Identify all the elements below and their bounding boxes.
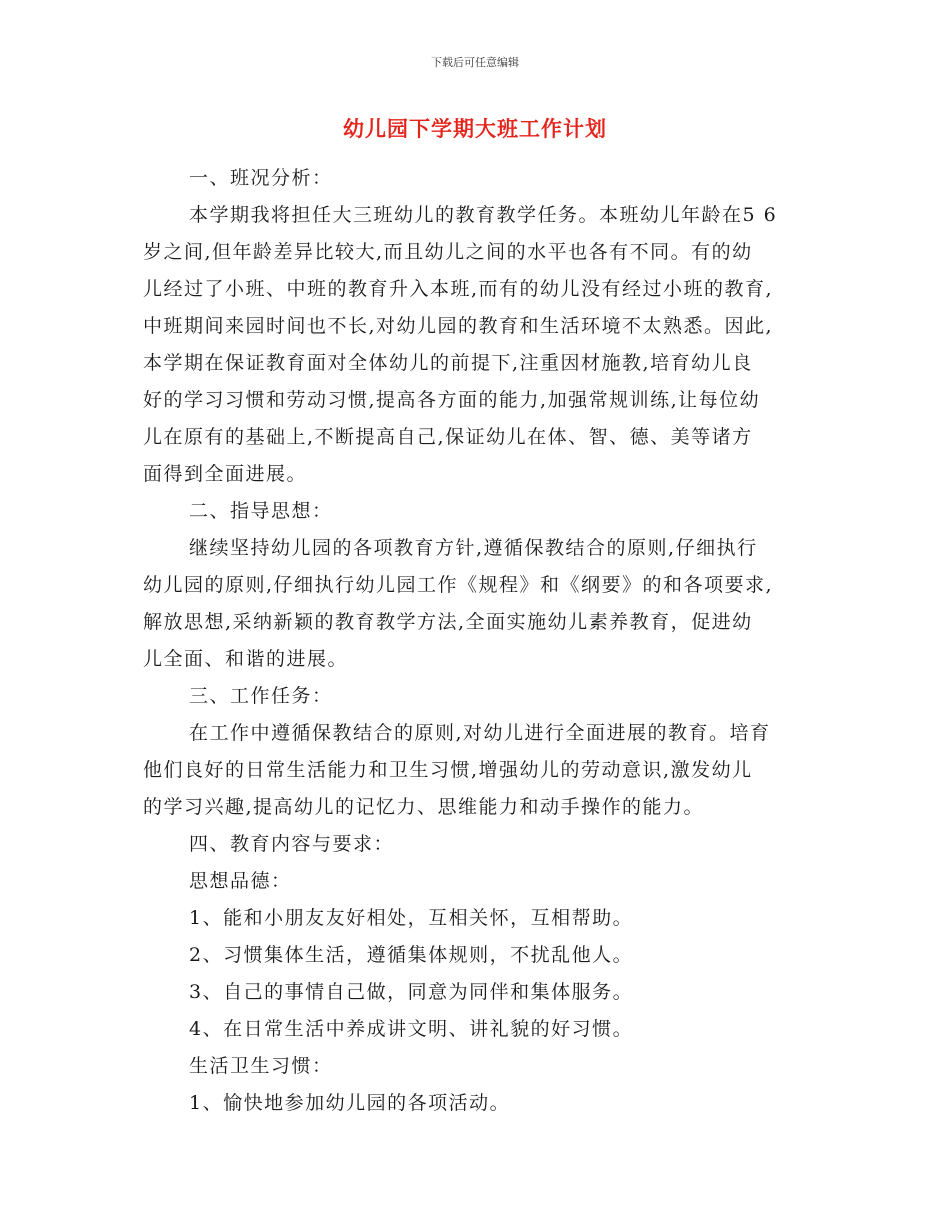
text-line: 二、指导思想：: [189, 500, 333, 522]
text-line: 一、班况分析：: [189, 167, 333, 189]
text-line: 本学期我将担任大三班幼儿的教育教学任务。本班幼儿年龄在5 6: [189, 204, 778, 226]
text-line: 幼儿园的原则,仔细执行幼儿园工作《规程》和《纲要》的和各项要求,: [143, 574, 774, 596]
text-line: 继续坚持幼儿园的各项教育方针,遵循保教结合的原则,仔细执行: [189, 537, 758, 559]
header-note: 下载后可任意编辑: [431, 56, 519, 69]
text-line: 的学习兴趣,提高幼儿的记忆力、思维能力和动手操作的能力。: [143, 796, 705, 818]
text-line: 解放思想,采纳新颖的教育教学方法,全面实施幼儿素养教育，促进幼: [143, 611, 753, 633]
text-line: 3、自己的事情自己做，同意为同伴和集体服务。: [189, 981, 634, 1003]
text-line: 1、愉快地参加幼儿园的各项活动。: [189, 1092, 511, 1114]
text-line: 思想品德：: [189, 870, 292, 892]
text-line: 岁之间,但年龄差异比较大,而且幼儿之间的水平也各有不同。有的幼: [143, 241, 753, 263]
text-line: 好的学习习惯和劳动习惯,提高各方面的能力,加强常规训练,让每位幼: [143, 389, 761, 411]
text-line: 本学期在保证教育面对全体幼儿的前提下,注重因材施教,培育幼儿良: [143, 352, 753, 374]
text-line: 在工作中遵循保教结合的原则,对幼儿进行全面进展的教育。培育: [189, 722, 771, 744]
text-line: 面得到全面进展。: [143, 463, 308, 485]
text-line: 2、习惯集体生活，遵循集体规则，不扰乱他人。: [189, 944, 634, 966]
text-line: 儿经过了小班、中班的教育升入本班,而有的幼儿没有经过小班的教育,: [143, 278, 774, 300]
text-line: 4、在日常生活中养成讲文明、讲礼貌的好习惯。: [189, 1018, 634, 1040]
text-line: 1、能和小朋友友好相处，互相关怀，互相帮助。: [189, 907, 634, 929]
text-line: 儿全面、和谐的进展。: [143, 648, 349, 670]
text-line: 中班期间来园时间也不长,对幼儿园的教育和生活环境不太熟悉。因此,: [143, 315, 774, 337]
text-line: 三、工作任务：: [189, 685, 333, 707]
text-line: 生活卫生习惯：: [189, 1055, 333, 1077]
document-title: 幼儿园下学期大班工作计划: [343, 116, 607, 141]
text-line: 儿在原有的基础上,不断提高自己,保证幼儿在体、智、德、美等诸方: [143, 426, 753, 448]
text-line: 他们良好的日常生活能力和卫生习惯,增强幼儿的劳动意识,激发幼儿: [143, 759, 753, 781]
text-line: 四、教育内容与要求：: [189, 833, 395, 855]
document-body: [143, 160, 811, 1122]
